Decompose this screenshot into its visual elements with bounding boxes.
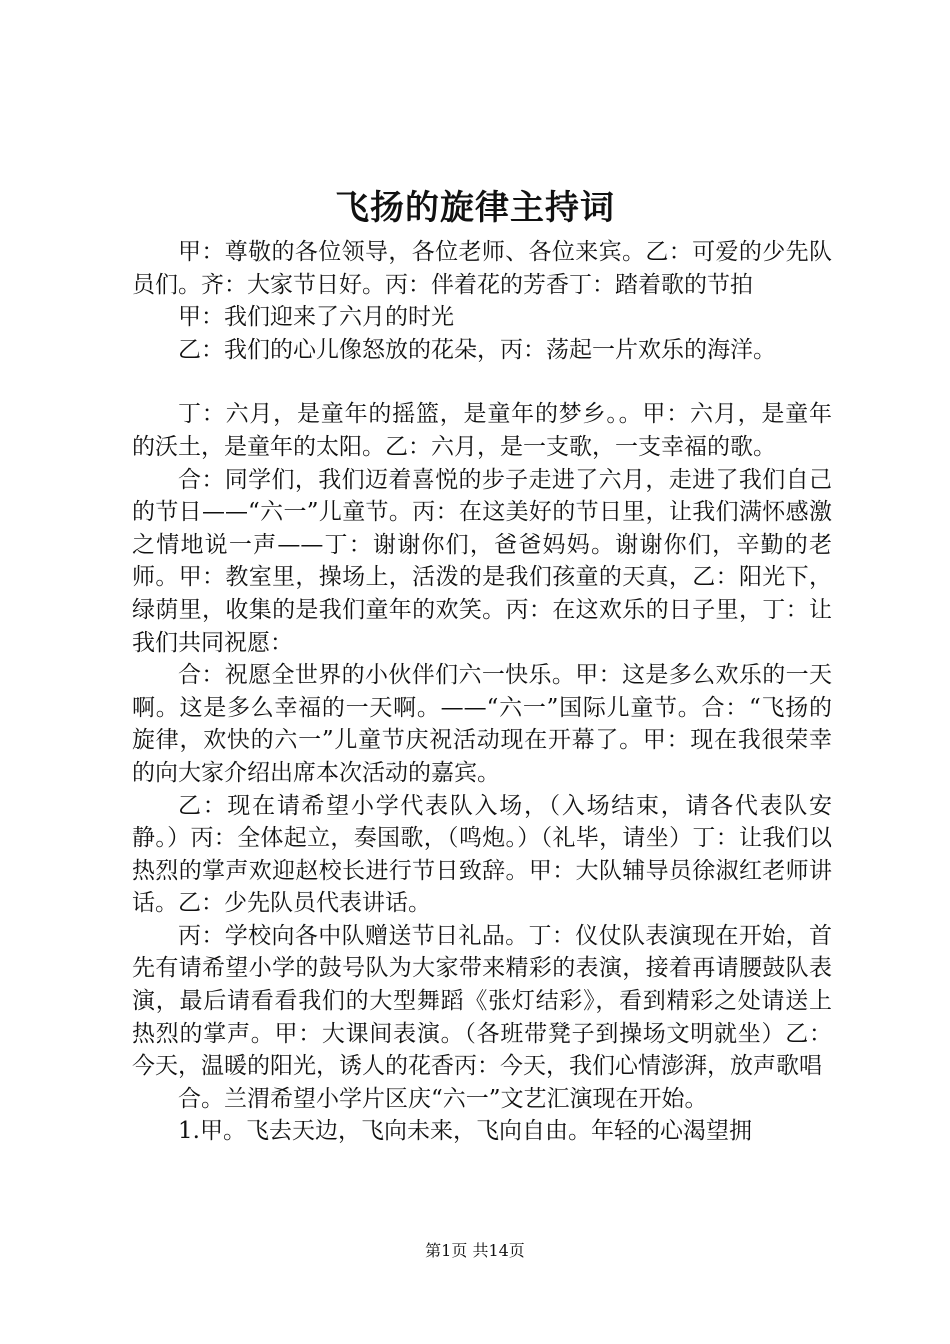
paragraph: 丙：学校向各中队赠送节日礼品。丁：仪仗队表演现在开始，首先有请希望小学的鼓号队为大家带来精彩的表演，接着再请腰鼓队表演，最后请看看我们的大型舞蹈《张灯结彩》，看到精彩之处请送上热烈的掌声。甲：大课间表演。（各班带凳子到操场文明就坐）乙：今天，温暖的阳光，诱人的花香丙：今天，我们心情澎湃，放声歌唱 xyxy=(132,922,832,1080)
paragraph: 甲：我们迎来了六月的时光 xyxy=(178,304,454,331)
paragraph: 1.甲。飞去天边，飞向未来，飞向自由。年轻的心渴望拥 xyxy=(178,1118,752,1145)
paragraph: 合：同学们，我们迈着喜悦的步子走进了六月，走进了我们自己的节日——“六一”儿童节。丙：在这美好的节日里，让我们满怀感激之情地说一声——丁：谢谢你们，爸爸妈妈。谢谢你们，辛勤的老师。甲：教室里，操场上，活泼的是我们孩童的天真，乙：阳光下，绿荫里，收集的是我们童年的欢笑。丙：在这欢乐的日子里，丁：让我们共同祝愿： xyxy=(132,466,832,656)
paragraph: 丁：六月，是童年的摇篮，是童年的梦乡。。甲：六月，是童年的沃土，是童年的太阳。乙：六月，是一支歌，一支幸福的歌。 xyxy=(132,401,832,460)
paragraph: 甲：尊敬的各位领导，各位老师、各位来宾。乙：可爱的少先队员们。齐：大家节日好。丙：伴着花的芳香丁：踏着歌的节拍 xyxy=(132,239,832,298)
paragraph: 乙：我们的心儿像怒放的花朵，丙：荡起一片欢乐的海洋。 xyxy=(178,336,776,363)
page-number: 第1页 共14页 xyxy=(425,1241,525,1260)
paragraph: 合：祝愿全世界的小伙伴们六一快乐。甲：这是多么欢乐的一天啊。这是多么幸福的一天啊。——“六一”国际儿童节。合：“飞扬的旋律，欢快的六一”儿童节庆祝活动现在开幕了。甲：现在我很荣幸的向大家介绍出席本次活动的嘉宾。 xyxy=(132,662,832,786)
document-body xyxy=(132,236,832,1148)
document-title: 飞扬的旋律主持词 xyxy=(335,188,615,228)
paragraph: 乙：现在请希望小学代表队入场，（入场结束，请各代表队安静。）丙：全体起立，奏国歌，（鸣炮。）（礼毕，请坐）丁：让我们以热烈的掌声欢迎赵校长进行节日致辞。甲：大队辅导员徐淑红老师讲话。乙：少先队员代表讲话。 xyxy=(132,792,832,917)
paragraph: 合。兰渭希望小学片区庆“六一”文艺汇演现在开始。 xyxy=(178,1085,708,1112)
